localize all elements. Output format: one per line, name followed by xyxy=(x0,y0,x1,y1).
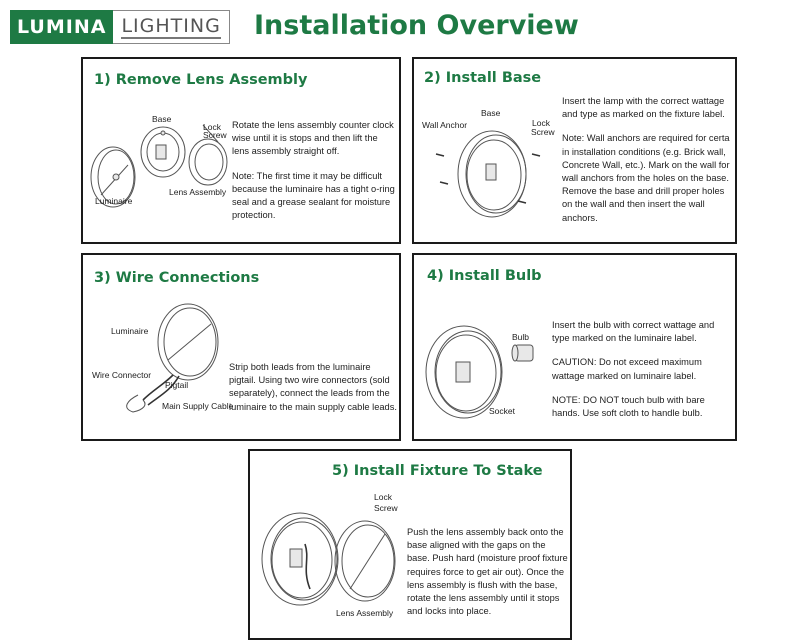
step-5-text: Push the lens assembly back onto the base aligned with the gaps on the base. Push hard (moisture proof fixture requires force to get air out). Once the lens assembly is flush with the base, rotate the lens assembly until it stops and locks into place. xyxy=(407,527,568,617)
step-5-panel xyxy=(248,449,572,640)
label-lens-assembly: Lens Assembly xyxy=(336,608,394,618)
brand-logo xyxy=(10,10,230,44)
step-4-illustration xyxy=(414,317,554,427)
label-main-supply-cable: Main Supply Cable xyxy=(162,401,234,411)
step-4-panel xyxy=(412,253,737,441)
label-base: Base xyxy=(152,114,172,124)
label-wall-anchor: Wall Anchor xyxy=(422,120,468,130)
step-3-text: Strip both leads from the luminaire pigtail. Using two wire connectors (sold separately), connect the leads from the luminaire to the main supply cable leads. xyxy=(229,362,397,412)
logo-product-text: LIGHTING xyxy=(113,10,229,44)
label-bulb: Bulb xyxy=(512,332,530,342)
label-screw: Screw xyxy=(531,127,555,137)
label-screw: Screw xyxy=(374,503,398,513)
label-wire-connector: Wire Connector xyxy=(92,370,152,380)
label-luminaire: Luminaire xyxy=(95,196,133,206)
step-1-title: 1) Remove Lens Assembly xyxy=(94,72,308,88)
label-luminaire: Luminaire xyxy=(111,326,149,336)
label-lens-assembly: Lens Assembly xyxy=(169,187,227,197)
step-4-title: 4) Install Bulb xyxy=(427,268,542,284)
step-1-text: Rotate the lens assembly counter clock wise until it is stops and then lift the lens assembly straight off. Note: The first time it may be difficult because the luminaire has a tight o-ring seal and a grease sealant for moisture protection. xyxy=(232,120,395,221)
label-screw: Screw xyxy=(203,130,227,140)
label-lock: Lock xyxy=(374,492,392,502)
label-lock: Lock xyxy=(203,122,221,132)
step-2-panel xyxy=(412,57,737,244)
step-5-title: 5) Install Fixture To Stake xyxy=(332,463,543,479)
step-4-text: Insert the bulb with correct wattage and type marked on the luminaire label. CAUTION: Do not exceed maximum wattage marked on luminaire label. NOTE: DO NOT touch bulb with bare hands. Use soft cloth to handle bulb. xyxy=(552,320,715,419)
label-pigtail: Pigtail xyxy=(165,380,189,390)
step-1-panel xyxy=(81,57,401,244)
step-2-text: Insert the lamp with the correct wattage and type as marked on the fixture label. Note: Wall anchors are required for certa in installation conditions (e.g. Brick wall, Concrete Wall, etc.). Mark on the wall for wall anchors from the holes on the base. Remove the base and drill proper holes on the wall and then insert the wall anchors. xyxy=(562,96,730,223)
label-lock: Lock xyxy=(532,118,550,128)
step-2-title: 2) Install Base xyxy=(424,70,542,86)
label-base: Base xyxy=(481,108,501,118)
step-3-title: 3) Wire Connections xyxy=(94,270,260,286)
step-3-panel xyxy=(81,253,401,441)
label-socket: Socket xyxy=(489,406,515,416)
logo-brand-text: LUMINA xyxy=(10,10,113,44)
page-title: Installation Overview xyxy=(254,10,579,41)
